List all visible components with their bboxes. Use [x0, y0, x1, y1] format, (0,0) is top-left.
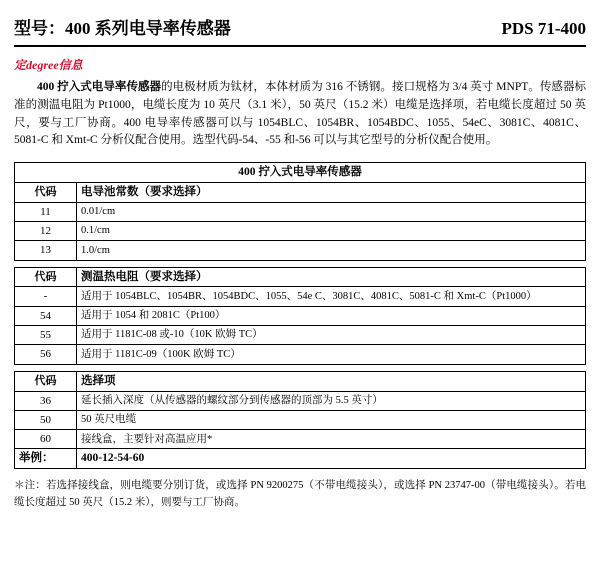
column-header-code: 代码	[15, 371, 77, 391]
column-header-desc: 测温热电阻（要求选择）	[77, 267, 586, 287]
row-code: 36	[15, 391, 77, 410]
section-heading: 定degree信息	[14, 58, 83, 72]
table-header-row	[15, 182, 586, 202]
row-desc: 延长插入深度（从传感器的螺纹部分到传感器的顶部为 5.5 英寸）	[77, 391, 586, 410]
row-desc: 适用于 1181C-08 或-10（10K 欧姆 TC）	[77, 326, 586, 345]
table-row	[15, 202, 586, 221]
row-code: 56	[15, 345, 77, 364]
table-header-row	[15, 267, 586, 287]
specification-table	[14, 162, 586, 470]
row-code: 12	[15, 221, 77, 240]
table-row	[15, 221, 586, 240]
table-group-spacer	[15, 260, 586, 267]
table-title-row	[15, 162, 586, 182]
footnote: ＊注：若选择接线盒，则电缆要分别订货，或选择 PN 9200275（不带电缆接头），或选择 PN 23747-00（带电缆接头）。若电缆长度超过 50 英尺（15.2 米），则要与工厂协商。	[14, 480, 586, 508]
row-desc: 50 英尺电缆	[77, 410, 586, 429]
row-desc: 0.01/cm	[77, 202, 586, 221]
example-label: 举例：	[15, 449, 77, 469]
table-row	[15, 410, 586, 429]
page-title: 型号：400 系列电导率传感器	[14, 19, 231, 38]
table-row	[15, 345, 586, 364]
row-desc: 接线盒，主要针对高温应用*	[77, 430, 586, 449]
row-code: 11	[15, 202, 77, 221]
table-header-row	[15, 371, 586, 391]
table-row	[15, 326, 586, 345]
table-row	[15, 287, 586, 306]
table-group-spacer	[15, 364, 586, 371]
row-code: 54	[15, 306, 77, 325]
column-header-desc: 电导池常数（要求选择）	[77, 182, 586, 202]
row-desc: 适用于 1054 和 2081C（Pt100）	[77, 306, 586, 325]
column-header-code: 代码	[15, 267, 77, 287]
document-header	[14, 10, 586, 47]
row-desc: 适用于 1054BLC、1054BR、1054BDC、1055、54e C、3081C、4081C、5081-C 和 Xmt-C（Pt1000）	[77, 287, 586, 306]
intro-body: 的电极材质为钛材，本体材质为 316 不锈钢。接口规格为 3/4 英寸 MNPT。传感器标准的测温电阻为 Pt1000，电缆长度为 10 英尺（3.1 米），50 英尺（15.2 米）电缆是选择项，若电缆长度超过 50 英尺，要与工厂协商。400 电导率传感器可以与 1054BLC、1054BR、1054BDC、1055、54eC、3081C、4081C、5081-C 和 Xmt-C 分析仪配合使用。选型代码-54、-55 和-56 可以与其它型号的分析仪配合使用。	[14, 81, 586, 147]
row-desc: 0.1/cm	[77, 221, 586, 240]
row-code: -	[15, 287, 77, 306]
product-code: PDS 71-400	[501, 19, 586, 38]
intro-paragraph	[14, 79, 586, 150]
table-row	[15, 391, 586, 410]
table-row	[15, 306, 586, 325]
table-row	[15, 430, 586, 449]
row-code: 50	[15, 410, 77, 429]
row-desc: 1.0/cm	[77, 241, 586, 260]
table-example-row	[15, 449, 586, 469]
row-code: 55	[15, 326, 77, 345]
example-value: 400-12-54-60	[77, 449, 586, 469]
row-code: 60	[15, 430, 77, 449]
column-header-code: 代码	[15, 182, 77, 202]
row-code: 13	[15, 241, 77, 260]
row-desc: 适用于 1181C-09（100K 欧姆 TC）	[77, 345, 586, 364]
intro-lead: 400 拧入式电导率传感器	[37, 81, 162, 93]
table-row	[15, 241, 586, 260]
table-title: 400 拧入式电导率传感器	[15, 162, 586, 182]
column-header-desc: 选择项	[77, 371, 586, 391]
